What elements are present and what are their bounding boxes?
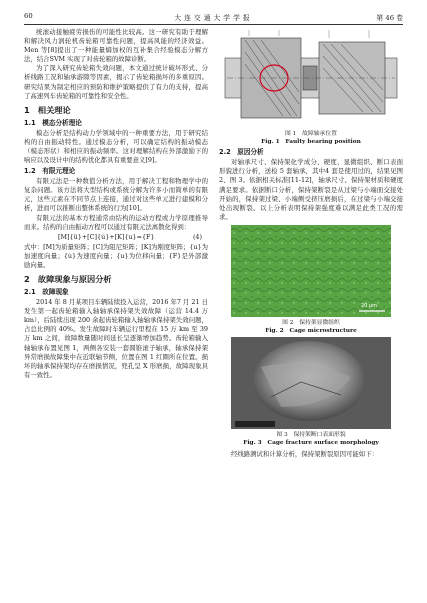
paragraph-fem-2: 有限元法的基本方程通常由结构的运动方程或力学原理推导而来。结构的自由振动方程可以通过有限元法离散化得到： <box>24 213 208 231</box>
figure-3-caption-cn: 图 3 保持架断口表面形貌 <box>276 432 346 439</box>
paragraph-fem-1: 有限元法是一种数值分析方法，用于解决工程和物理学中的复杂问题。该方法将大型结构或系统分解为许多小而简单的有限元，这些元素在不同节点上连接，通过对这些单元进行建模和分析，进而可以推断出整体系统的行为[10]。 <box>24 177 208 213</box>
bearing-assembly-drawing <box>219 28 403 128</box>
cage-microstructure-image <box>231 225 391 317</box>
paragraph-modal-analysis: 模态分析是结构动力学领域中的一种重要方法，用于研究结构的自由振动特性。通过模态分析，可以确定结构的振动模态（模态形状）和相应的振动频率。这对理解结构在外部激励下的响应以及设计中的结构优化都具有重要意义[9]。 <box>24 128 208 165</box>
equation-body: [M]{ü}+[C]{u̇}+[K]{u}={F} <box>58 232 155 241</box>
section-heading-1: 1 相关理论 <box>24 104 71 115</box>
paragraph-fault-phenomenon: 2014 年 8 月某项目车辆陆续投入运营，2016 年7 月 21 日发生第一起齿轮箱输入轴轴承保持架失效故障（运营 14.4 万 km），后陆续出现 200 余起齿轮箱输入轴轴承保持架失效问题，占总比例的 40%。发生故障时车辆运行里程在 15 万 km 至 39 万 km 之间，故障数量随时间延长呈逐渐增加趋势。齿轮箱输入轴轴承布置见图 1，两侧各安装一套圆锥滚子轴承，轴承保持架异常磨损故障集中在近联轴节侧，位置在图 1 红圈所在位置。损坏的轴承保持架均存在磨损情况，兜孔呈 X 形磨损，故障现象具有一致性。 <box>24 298 208 379</box>
section-heading-2: 2 故障现象与原因分析 <box>24 274 112 285</box>
paragraph-fem-3: 式中：[M]为质量矩阵；[C]为阻尼矩阵；[K]为刚度矩阵；{u}为加速度向量；{u̇}为速度向量；{u}为位移向量；{F}是外部激励向量。 <box>24 242 209 269</box>
subsection-heading-2-2: 2.2 原因分析 <box>219 148 264 157</box>
volume-label: 第 46 卷 <box>376 14 403 22</box>
figure-2-caption-en: Fig. 2 Cage microstructure <box>265 327 357 334</box>
figure-2 <box>219 225 403 335</box>
fracture-surface-image <box>231 337 391 429</box>
scale-bar-label: 20 μm <box>361 302 378 309</box>
subsection-heading-2-1: 2.1 故障现象 <box>24 288 69 297</box>
equation-number: (4) <box>192 232 202 241</box>
figure-3 <box>219 337 403 447</box>
figure-3-caption-en: Fig. 3 Cage fracture surface morphology <box>243 439 379 446</box>
paragraph-cause-analysis: 对轴承尺寸、保持架化学成分、硬度、显微组织、断口表面形貌进行分析，送检 5 套轴承，其中4 套是使用过的，结果见图 2、图 3。依据相关标准[11-12]，轴承尺寸、保持架材质和硬度满足要求。依据断口分析，保持架断裂是从过梁与小端面交接处开始的，保持架过梁、小端侧受挤压磨损后，在过梁与小端交接处出现断裂。以上分析表明保持架强度难以满足此类工况的需求。 <box>219 158 403 221</box>
figure-2-caption-cn: 图 2 保持架显微组织 <box>282 320 340 327</box>
figure-1 <box>219 28 403 146</box>
intro-paragraph-1: 统滚动接触疲劳损伤的可能性比较高。这一研究有助于理解和解决风力涡轮机齿轮箱可靠性问题，提高风能的经济效益。Men 等[8]提出了一种能量熵加权的互补集合经验模态分解方法，结合SVM 实现了对齿轮箱的故障诊断。 <box>24 28 208 64</box>
equation-4 <box>24 232 208 243</box>
intro-paragraph-2: 为了深入研究齿轮箱失效问题，本文通过统计破坏形式、分析线路工况和轴承游隙等因素，揭示了齿轮箱损坏的多重原因。研究结果为制定相应的预防和维护策略提供了有力的支持，提高了高速列车齿轮箱的可靠性和安全性。 <box>24 64 208 100</box>
subsection-heading-1-1: 1.1 模态分析理论 <box>24 118 82 127</box>
journal-name: 大连交通大学学报 <box>174 14 253 22</box>
subsection-heading-1-2: 1.2 有限元理论 <box>24 167 76 176</box>
paragraph-test-summary: 经线路测试和计算分析，保持架断裂原因可能如下： <box>231 449 378 458</box>
page-number: 60 <box>24 12 33 20</box>
figure-1-caption-cn: 图 1 故障轴承位置 <box>285 131 337 138</box>
running-header <box>24 10 403 25</box>
right-column <box>219 28 403 459</box>
left-column <box>24 28 208 380</box>
figure-1-caption-en: Fig. 1 Faulty bearing position <box>261 138 361 145</box>
